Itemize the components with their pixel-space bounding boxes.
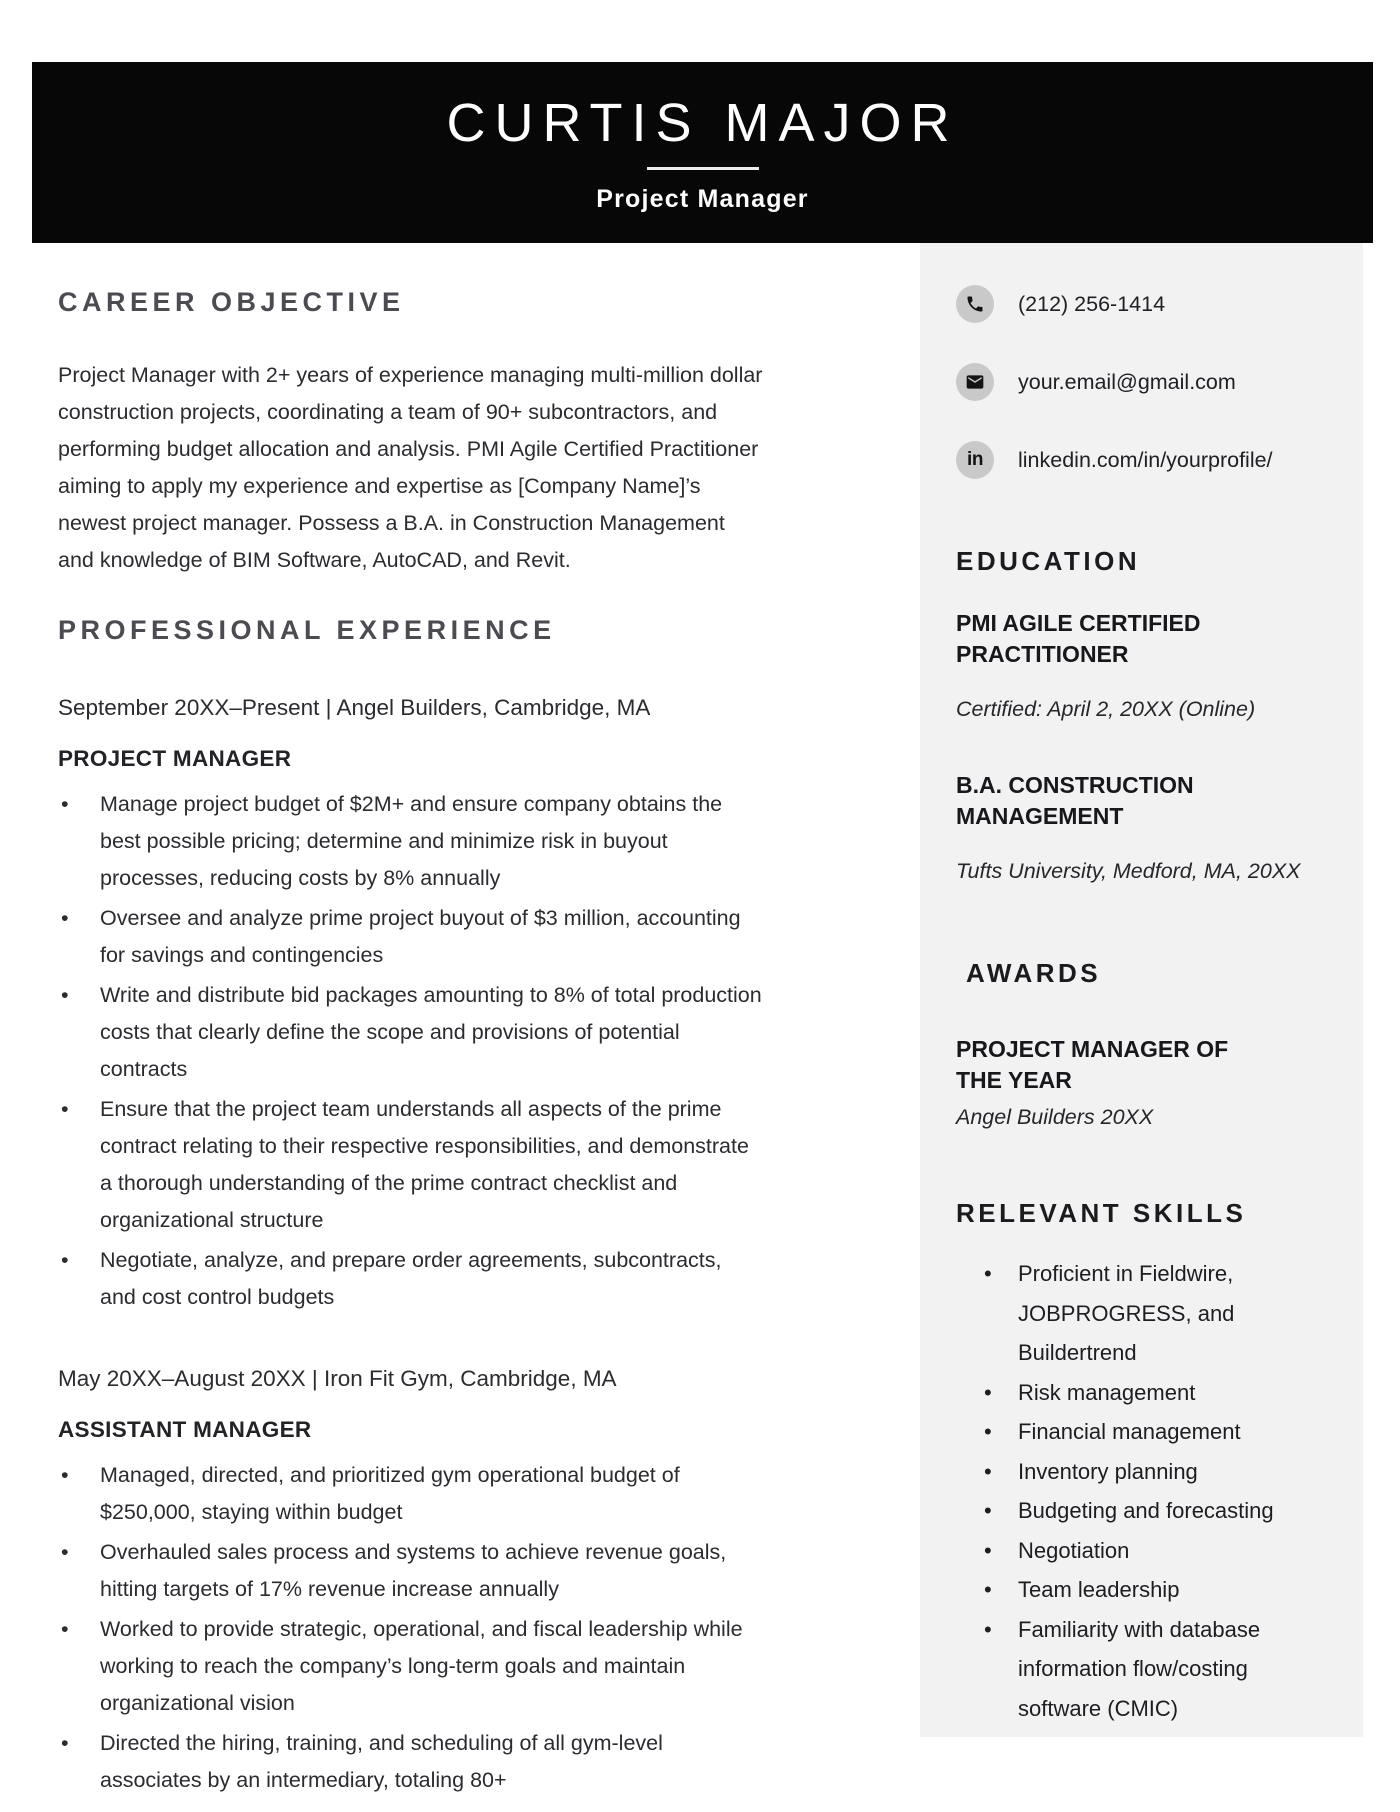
skills-list (956, 1254, 1335, 1728)
edu-entry (956, 608, 1335, 724)
skill-item: • Negotiation (1018, 1531, 1335, 1571)
career-objective-text: Project Manager with 2+ years of experience managing multi-million dollar construction projects, coordinating a team of 90+ subcontractors, and performing budget allocation and analysis. PMI Agile Certified Practitioner aiming to apply my experience and expertise as [Company Name]’s newest project manager. Possess a B.A. in Construction Management and knowledge of BIM Software, AutoCAD, and Revit. (58, 363, 763, 572)
entry-title: PROJECT MANAGER OF THE YEAR (956, 1036, 1229, 1093)
job-bullet: • Ensure that the project team understands all aspects of the prime contract relating to their respective responsibilities, and demonstrate a thorough understanding of the prime contract checklist and organizational structure (58, 1091, 763, 1239)
contact-list (956, 285, 1335, 479)
skill-item: • Familiarity with database information flow/costing software (CMIC) (1018, 1610, 1335, 1729)
entry-title: PMI AGILE CERTIFIED PRACTITIONER (956, 610, 1201, 667)
sidebar-panel (920, 243, 1363, 1737)
job-bullet: • Worked to provide strategic, operational, and fiscal leadership while working to reach the company’s long-term goals and maintain organizational vision (58, 1611, 763, 1722)
linkedin-icon: in (956, 441, 994, 479)
contact-value: your.email@gmail.com (1018, 369, 1236, 394)
contact-row (956, 363, 1335, 401)
job-dates-line: September 20XX–Present | Angel Builders, Cambridge, MA (58, 695, 651, 720)
skill-item: • Financial management (1018, 1412, 1335, 1452)
entry-detail: Tufts University, Medford, MA, 20XX (956, 859, 1301, 883)
main-column (58, 243, 763, 1802)
job-title: PROJECT MANAGER (58, 746, 292, 771)
edu-entry (956, 770, 1335, 886)
job-dates-line: May 20XX–August 20XX | Iron Fit Gym, Cambridge, MA (58, 1366, 617, 1391)
entry-detail: Certified: April 2, 20XX (Online) (956, 697, 1256, 721)
entry-detail: Angel Builders 20XX (956, 1105, 1154, 1129)
phone-icon (956, 285, 994, 323)
job-bullet: • Manage project budget of $2M+ and ensure company obtains the best possible pricing; determine and minimize risk in buyout processes, reducing costs by 8% annually (58, 786, 763, 897)
job-bullet-list (58, 786, 763, 1316)
job-bullet: • Write and distribute bid packages amounting to 8% of total production costs that clearly define the scope and provisions of potential contracts (58, 977, 763, 1088)
contact-value: (212) 256-1414 (1018, 291, 1166, 316)
experience-heading: PROFESSIONAL EXPERIENCE (58, 615, 556, 645)
skill-item: • Inventory planning (1018, 1452, 1335, 1492)
education-entries (956, 608, 1335, 886)
name-divider (647, 167, 759, 170)
job-bullet: • Directed the hiring, training, and scheduling of all gym-level associates by an intermediary, totaling 80+ (58, 1725, 763, 1799)
email-icon (956, 363, 994, 401)
contact-row (956, 285, 1335, 323)
career-objective-heading: CAREER OBJECTIVE (58, 287, 405, 317)
education-heading: EDUCATION (956, 546, 1141, 576)
skill-item: • Team leadership (1018, 1570, 1335, 1610)
person-name: CURTIS MAJOR (446, 92, 959, 153)
job-bullet-list (58, 1457, 763, 1799)
experience-jobs (58, 693, 763, 1799)
contact-row (956, 441, 1335, 479)
job-bullet: • Oversee and analyze prime project buyout of $3 million, accounting for savings and contingencies (58, 900, 763, 974)
contact-value: linkedin.com/in/yourprofile/ (1018, 447, 1273, 472)
skills-heading: RELEVANT SKILLS (956, 1198, 1247, 1228)
awards-entries (956, 1034, 1335, 1132)
award-entry (956, 1034, 1335, 1132)
job-bullet: • Overhauled sales process and systems to achieve revenue goals, hitting targets of 17% revenue increase annually (58, 1534, 763, 1608)
header-banner (32, 62, 1373, 243)
person-job-title: Project Manager (596, 184, 809, 213)
awards-heading: AWARDS (966, 958, 1102, 988)
skill-item: • Risk management (1018, 1373, 1335, 1413)
entry-title: B.A. CONSTRUCTION MANAGEMENT (956, 772, 1194, 829)
job-bullet: • Negotiate, analyze, and prepare order agreements, subcontracts, and cost control budgets (58, 1242, 763, 1316)
job-title: ASSISTANT MANAGER (58, 1417, 312, 1442)
skill-item: • Budgeting and forecasting (1018, 1491, 1335, 1531)
skill-item: • Proficient in Fieldwire, JOBPROGRESS, and Buildertrend (1018, 1254, 1335, 1373)
job-bullet: • Managed, directed, and prioritized gym operational budget of $250,000, staying within budget (58, 1457, 763, 1531)
